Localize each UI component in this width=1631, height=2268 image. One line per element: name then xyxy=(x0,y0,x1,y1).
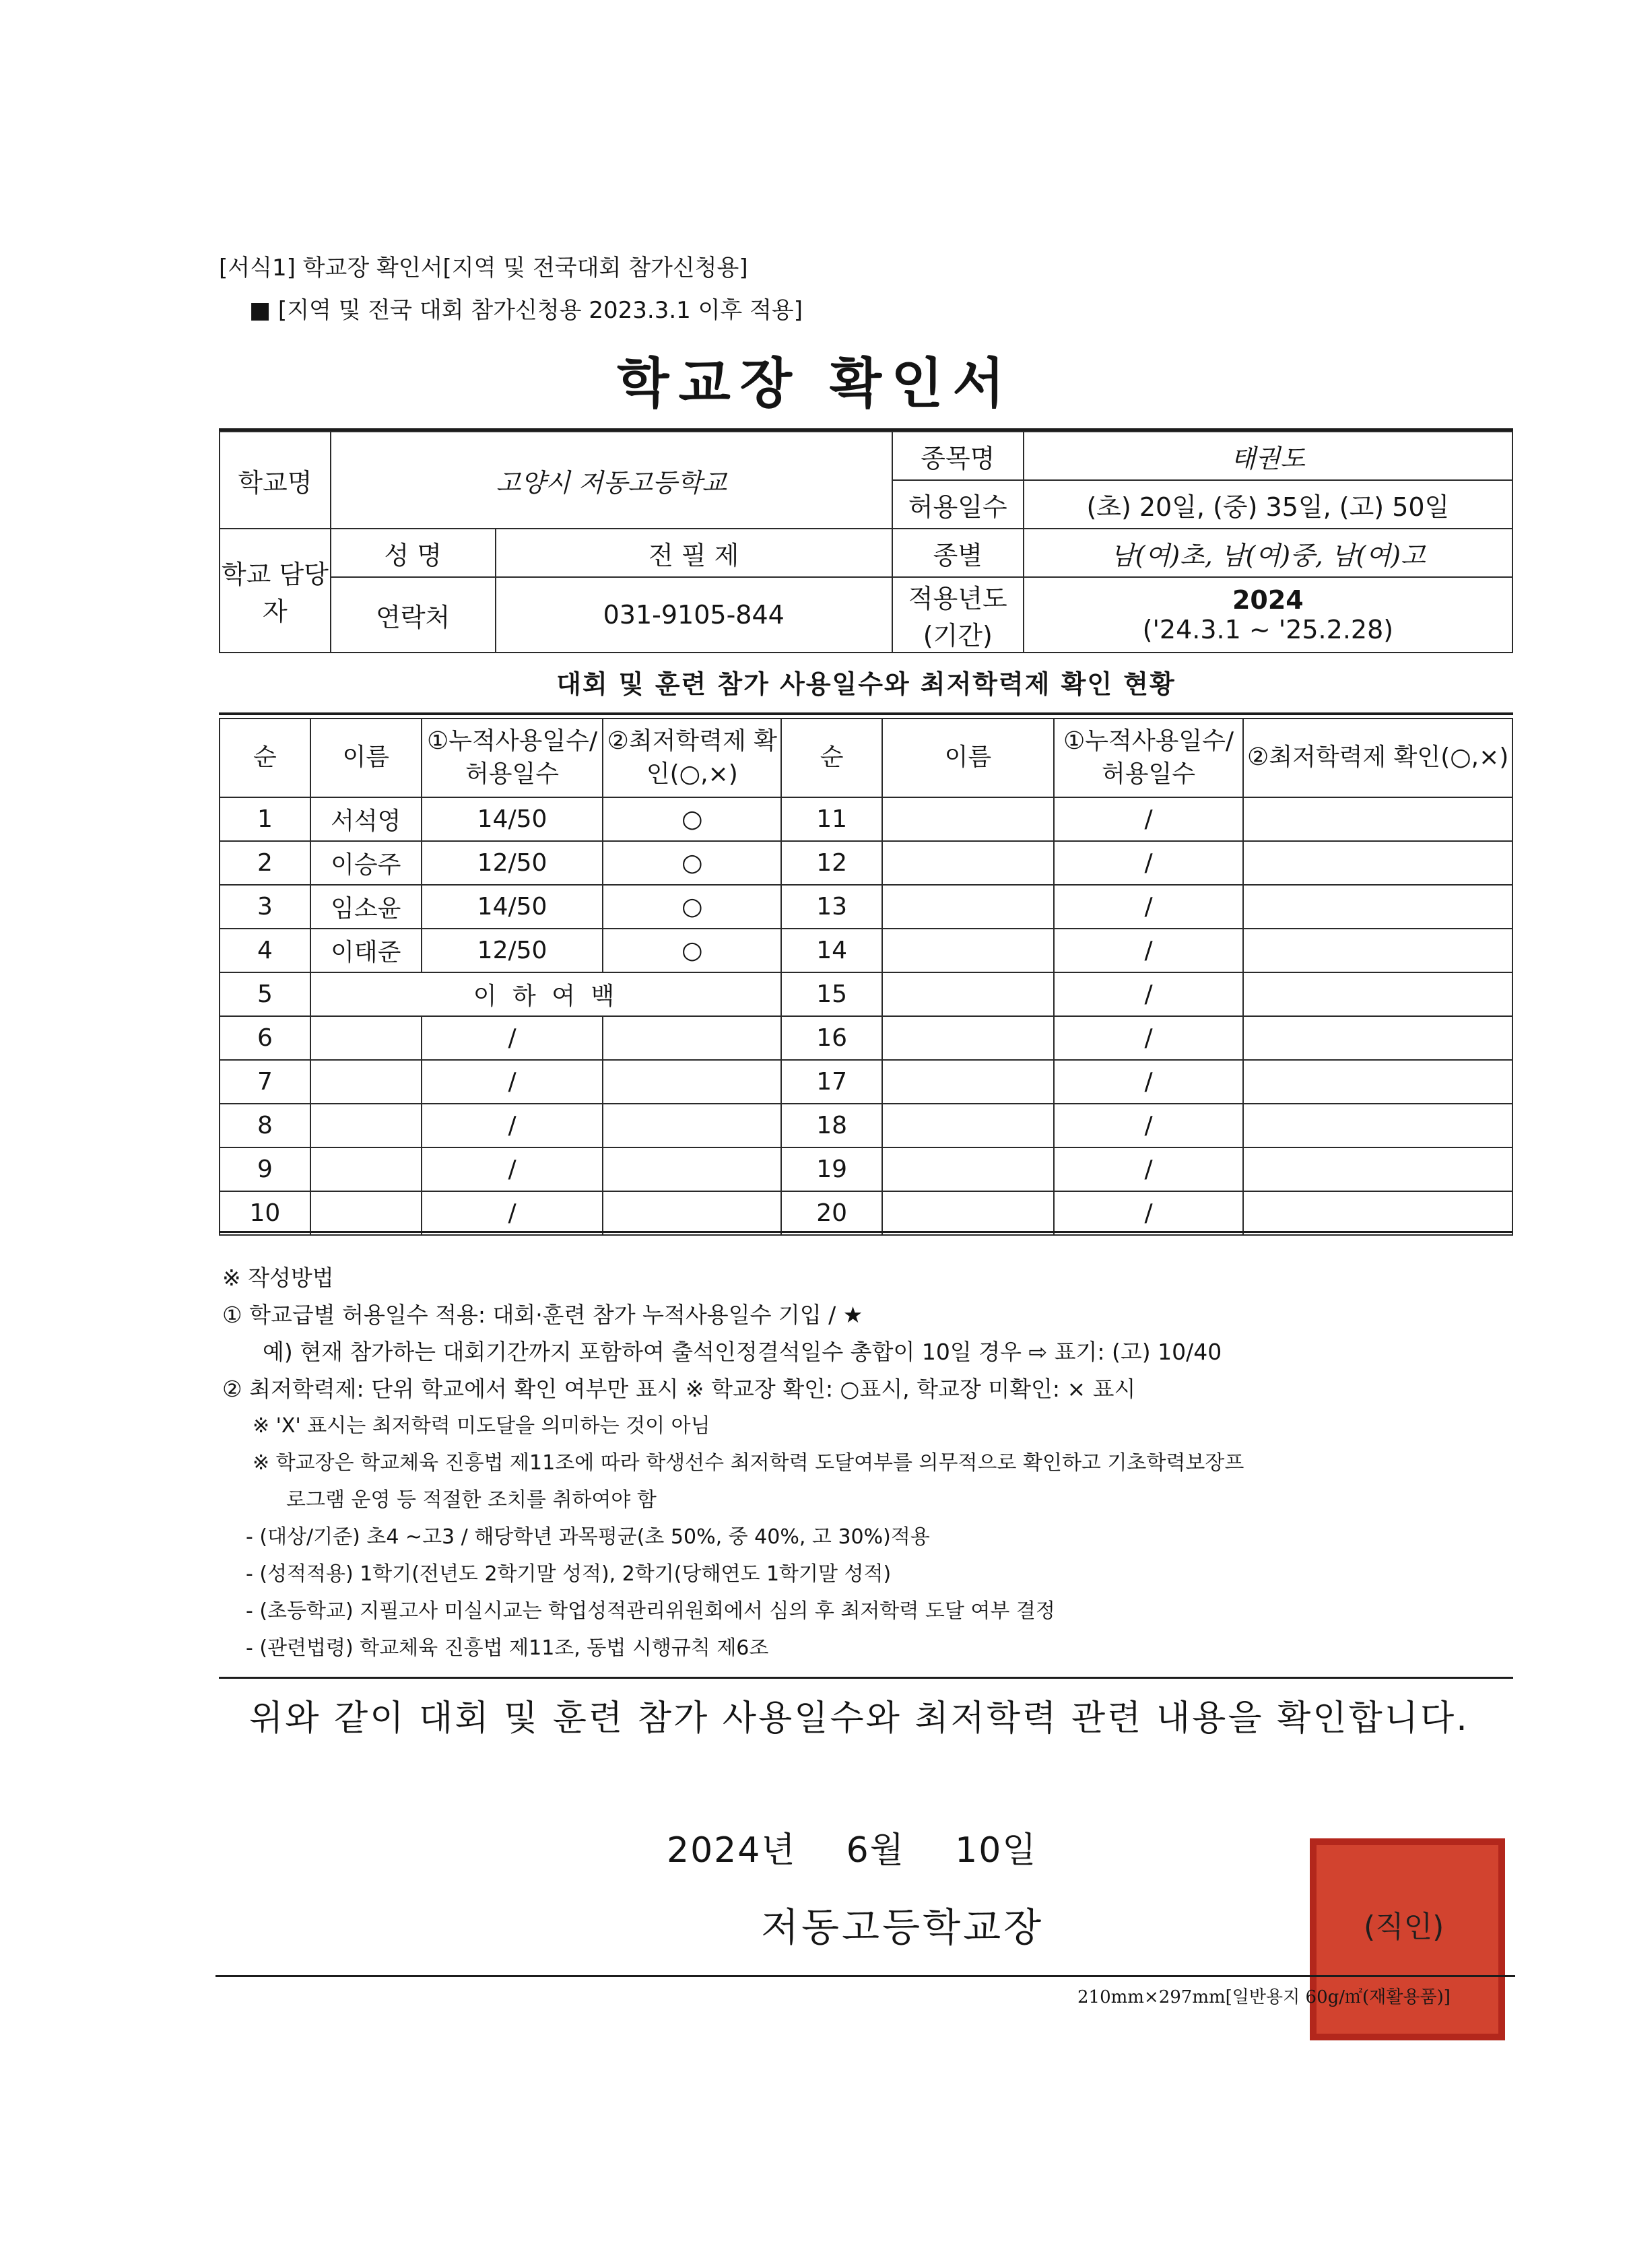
detail-2: - (성적적용) 1학기(전년도 2학기말 성적), 2학기(당해연도 1학기말 성적) xyxy=(246,1562,892,1586)
row-no: 17 xyxy=(781,1060,882,1104)
table-row xyxy=(220,1104,1512,1147)
row-name xyxy=(882,841,1054,885)
gender-value: 남(여)초, 남(여)중, 남(여)고 xyxy=(1024,529,1512,577)
row-check xyxy=(603,1016,781,1060)
confirm-rule xyxy=(219,1677,1513,1679)
row-name xyxy=(882,929,1054,972)
note-2-a: ※ 'X' 표시는 최저학력 미도달을 의미하는 것이 아님 xyxy=(253,1414,710,1438)
table-row xyxy=(220,1060,1512,1104)
table-row xyxy=(220,929,1512,972)
note-1: ① 학교급별 허용일수 적용: 대회·훈련 참가 누적사용일수 기입 / ★ xyxy=(222,1302,863,1328)
row-days: 12/50 xyxy=(422,929,603,972)
table-row xyxy=(220,1016,1512,1060)
row-check: ○ xyxy=(603,929,781,972)
contact-label: 연락처 xyxy=(331,577,496,653)
writing-notes xyxy=(222,1259,1244,1667)
row-no: 4 xyxy=(220,929,310,972)
row-check xyxy=(1243,885,1512,929)
allow-value: (초) 20일, (중) 35일, (고) 50일 xyxy=(1024,480,1512,529)
row-days: / xyxy=(1054,1147,1244,1191)
row-name xyxy=(310,1016,422,1060)
contact-value: 031-9105-844 xyxy=(496,577,892,653)
row-days: / xyxy=(1054,1016,1244,1060)
detail-1: - (대상/기준) 초4 ~고3 / 해당학년 과목평균(초 50%, 중 40%, 고 30%)적용 xyxy=(246,1525,930,1549)
row-check xyxy=(1243,797,1512,841)
row-check xyxy=(1243,1191,1512,1235)
row-check xyxy=(603,1147,781,1191)
row-no: 7 xyxy=(220,1060,310,1104)
row-days: / xyxy=(1054,885,1244,929)
row-days: / xyxy=(422,1191,603,1235)
row-days: / xyxy=(422,1104,603,1147)
table-row xyxy=(220,885,1512,929)
row-no: 6 xyxy=(220,1016,310,1060)
name-label: 성 명 xyxy=(331,529,496,577)
col-no-right: 순 xyxy=(781,719,882,797)
note-2: ② 최저학력제: 단위 학교에서 확인 여부만 표시 ※ 학교장 확인: ○표시, 학교장 미확인: × 표시 xyxy=(222,1376,1136,1402)
row-check xyxy=(603,1191,781,1235)
event-value: 태권도 xyxy=(1024,432,1512,480)
col-days-right: ①누적사용일수/ 허용일수 xyxy=(1054,719,1244,797)
row-check xyxy=(1243,1147,1512,1191)
row-no: 2 xyxy=(220,841,310,885)
school-label: 학교명 xyxy=(220,432,331,529)
footer-rule xyxy=(215,1975,1515,1977)
row-days: / xyxy=(1054,929,1244,972)
row-name xyxy=(882,972,1054,1016)
year-value: 2024 xyxy=(1232,585,1304,615)
row-check xyxy=(1243,972,1512,1016)
row-no: 5 xyxy=(220,972,310,1016)
col-days-left: ①누적사용일수/ 허용일수 xyxy=(422,719,603,797)
row-name xyxy=(310,1060,422,1104)
row-days: / xyxy=(1054,1060,1244,1104)
row-no: 12 xyxy=(781,841,882,885)
school-value: 고양시 저동고등학교 xyxy=(331,432,892,529)
col-no-left: 순 xyxy=(220,719,310,797)
confirm-text: 위와 같이 대회 및 훈련 참가 사용일수와 최저학력 관련 내용을 확인합니다. xyxy=(249,1698,1469,1739)
row-check xyxy=(603,1060,781,1104)
row-no: 15 xyxy=(781,972,882,1016)
row-check: ○ xyxy=(603,841,781,885)
row-days: 12/50 xyxy=(422,841,603,885)
detail-3: - (초등학교) 지필고사 미실시교는 학업성적관리위원회에서 심의 후 최저학력 도달 여부 결정 xyxy=(246,1599,1055,1623)
row-check: ○ xyxy=(603,885,781,929)
row-no: 18 xyxy=(781,1104,882,1147)
row-name xyxy=(310,1191,422,1235)
table-row xyxy=(220,1191,1512,1235)
detail-4: - (관련법령) 학교체육 진흥법 제11조, 동법 시행규칙 제6조 xyxy=(246,1636,769,1660)
name-value: 전 필 제 xyxy=(496,529,892,577)
signer-name: 저동고등학교장 xyxy=(761,1904,1044,1950)
row-name: 서석영 xyxy=(310,797,422,841)
note-1-example: 예) 현재 참가하는 대회기간까지 포함하여 출석인정결석일수 총합이 10일 경우 ⇨ 표기: (고) 10/40 xyxy=(263,1339,1222,1365)
row-no: 9 xyxy=(220,1147,310,1191)
row-name xyxy=(882,885,1054,929)
row-no: 16 xyxy=(781,1016,882,1060)
table-row xyxy=(220,797,1512,841)
form-title: [서식1] 학교장 확인서[지역 및 전국대회 참가신청용] xyxy=(219,255,748,281)
row-name: 임소윤 xyxy=(310,885,422,929)
note-2-b2: 로그램 운영 등 적절한 조치를 취하여야 함 xyxy=(286,1488,657,1512)
row-days: / xyxy=(1054,1104,1244,1147)
row-name xyxy=(310,1104,422,1147)
row-days: / xyxy=(422,1016,603,1060)
row-days: / xyxy=(422,1060,603,1104)
usage-table xyxy=(219,718,1513,1236)
paper-spec: 210mm×297mm[일반용지 60g/㎡(재활용품)] xyxy=(1077,1987,1451,2007)
col-name-left: 이름 xyxy=(310,719,422,797)
row-check xyxy=(603,1104,781,1147)
row-days: / xyxy=(1054,797,1244,841)
info-table xyxy=(219,431,1513,653)
note-2-b: ※ 학교장은 학교체육 진흥법 제11조에 따라 학생선수 최저학력 도달여부를 의무적으로 확인하고 기초학력보장프 xyxy=(253,1451,1244,1475)
row-name xyxy=(882,1104,1054,1147)
row-days: / xyxy=(1054,972,1244,1016)
row-name xyxy=(882,1147,1054,1191)
row-days: / xyxy=(422,1147,603,1191)
table-bottom-rule xyxy=(219,1231,1513,1233)
row-check xyxy=(1243,1060,1512,1104)
allow-label: 허용일수 xyxy=(892,480,1024,529)
seal-label: (직인) xyxy=(1364,1910,1444,1944)
year-cell xyxy=(1024,577,1512,653)
row-days: 14/50 xyxy=(422,885,603,929)
row-name xyxy=(882,1060,1054,1104)
row-days: / xyxy=(1054,841,1244,885)
table-row xyxy=(220,841,1512,885)
row-check xyxy=(1243,1104,1512,1147)
row-check xyxy=(1243,1016,1512,1060)
row-no: 14 xyxy=(781,929,882,972)
row-name xyxy=(882,1016,1054,1060)
doc-title: 학교장 확인서 xyxy=(617,352,1014,415)
row-no: 19 xyxy=(781,1147,882,1191)
row-no: 10 xyxy=(220,1191,310,1235)
period-value: ('24.3.1 ~ '25.2.28) xyxy=(1142,615,1394,644)
row-no: 13 xyxy=(781,885,882,929)
year-label: 적용년도 (기간) xyxy=(892,577,1024,653)
section-rule xyxy=(219,712,1513,715)
row-check xyxy=(1243,929,1512,972)
row-name: 이승주 xyxy=(310,841,422,885)
table-row xyxy=(220,972,1512,1016)
row-no: 8 xyxy=(220,1104,310,1147)
row-name xyxy=(882,1191,1054,1235)
col-name-right: 이름 xyxy=(882,719,1054,797)
col-check-right: ②최저학력제 확인(○,×) xyxy=(1243,719,1512,797)
row-check xyxy=(1243,841,1512,885)
row-no: 1 xyxy=(220,797,310,841)
row-no: 20 xyxy=(781,1191,882,1235)
section-title: 대회 및 훈련 참가 사용일수와 최저학력제 확인 현황 xyxy=(556,669,1176,699)
row-no: 11 xyxy=(781,797,882,841)
manager-label: 학교 담당자 xyxy=(220,529,331,653)
form-note: ■ [지역 및 전국 대회 참가신청용 2023.3.1 이후 적용] xyxy=(249,297,803,324)
event-label: 종목명 xyxy=(892,432,1024,480)
blank-remark: 이 하 여 백 xyxy=(310,972,781,1016)
row-check: ○ xyxy=(603,797,781,841)
row-name xyxy=(882,797,1054,841)
row-name: 이태준 xyxy=(310,929,422,972)
row-no: 3 xyxy=(220,885,310,929)
row-days: 14/50 xyxy=(422,797,603,841)
row-days: / xyxy=(1054,1191,1244,1235)
table-row xyxy=(220,1147,1512,1191)
issue-date: 2024년 6월 10일 xyxy=(667,1830,1038,1871)
col-check-left: ②최저학력제 확인(○,×) xyxy=(603,719,781,797)
notes-heading: ※ 작성방법 xyxy=(222,1265,334,1291)
row-name xyxy=(310,1147,422,1191)
gender-label: 종별 xyxy=(892,529,1024,577)
